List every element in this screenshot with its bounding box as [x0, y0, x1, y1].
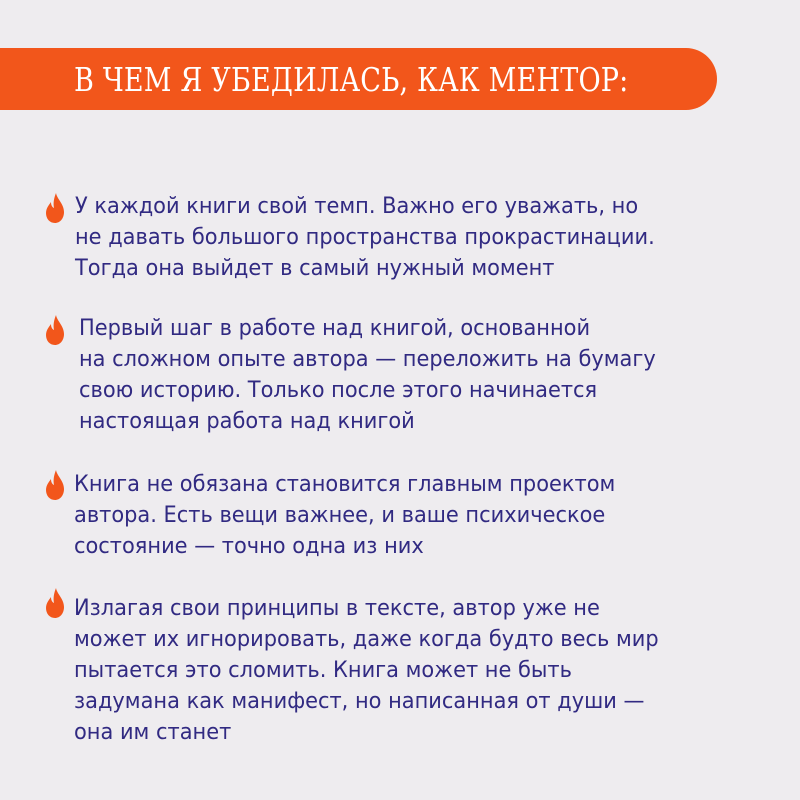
flame-icon	[44, 193, 66, 223]
list-item-text: У каждой книги свой темп. Важно его уважать, но не давать большого пространства прокрастинации. Тогда она выйдет в самый нужный момент	[75, 193, 655, 281]
page-title: В ЧЕМ Я УБЕДИЛАСЬ, КАК МЕНТОР:	[74, 59, 629, 99]
flame-icon	[44, 315, 66, 345]
list-item-text: Излагая свои принципы в тексте, автор уже не может их игнорировать, даже когда будто весь мир пытается это сломить. Книга может не быть задумана как манифест, но написанная от души — она им станет	[74, 595, 659, 745]
flame-icon	[44, 470, 66, 500]
list-item-text: Первый шаг в работе над книгой, основанной на сложном опыте автора — переложить на бумагу свою историю. Только после этого начинается настоящая работа над книгой	[79, 315, 656, 434]
list-item-text: Книга не обязана становится главным проектом автора. Есть вещи важнее, и ваше психическое состояние — точно одна из них	[74, 471, 616, 559]
flame-icon	[44, 588, 66, 618]
header-banner	[0, 48, 717, 110]
